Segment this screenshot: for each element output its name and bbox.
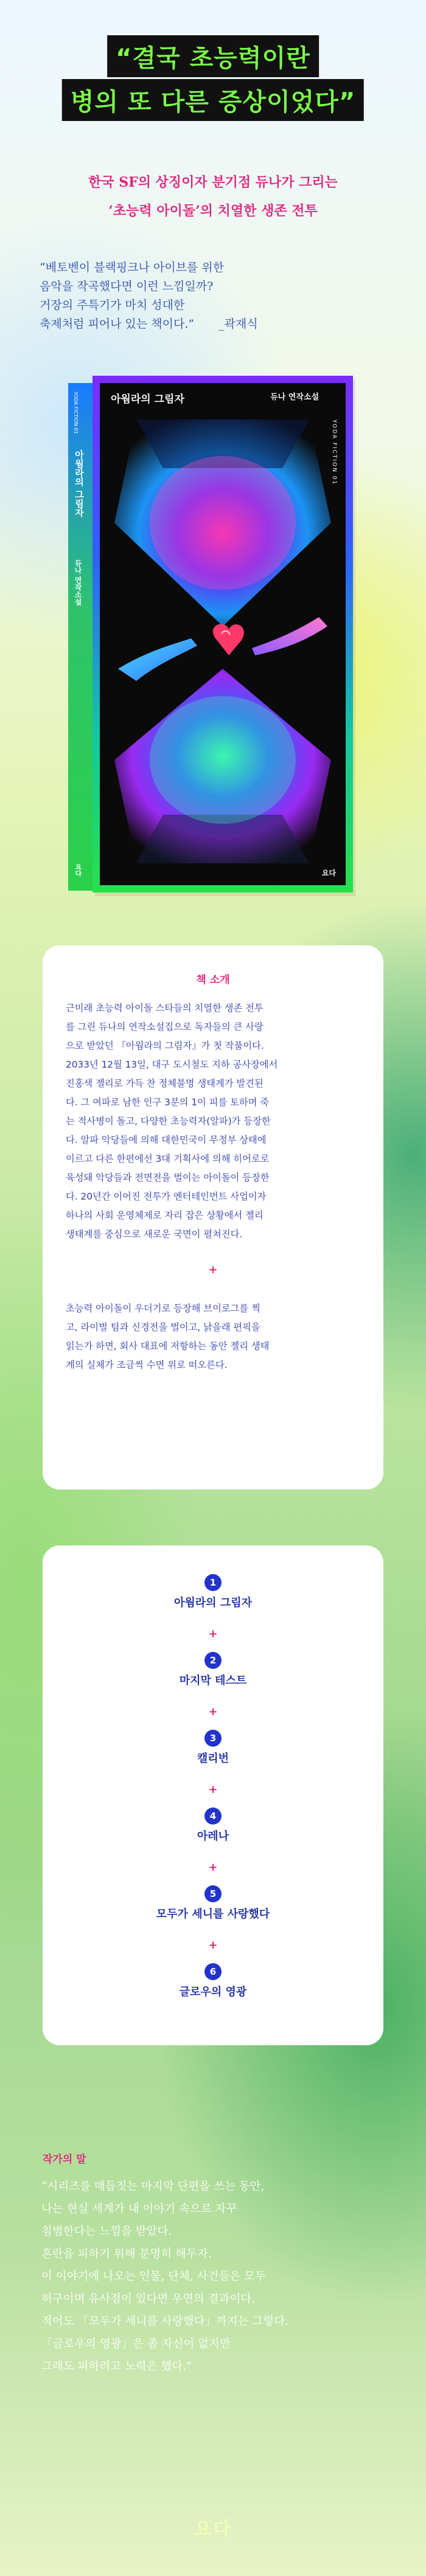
toc-separator: + bbox=[208, 1705, 218, 1718]
intro-line: 다. 20년간 이어진 전투가 엔터테인먼트 사업이자 bbox=[66, 1191, 267, 1202]
review-quote bbox=[40, 258, 399, 334]
quote-line: 음악을 작곡했다면 이런 느낌일까? bbox=[40, 280, 214, 293]
book-intro-card bbox=[43, 945, 383, 1490]
toc-item-title: 캘리번 bbox=[197, 1752, 229, 1765]
spine-series: YODA FICTION 01 bbox=[73, 392, 79, 434]
book-cover bbox=[93, 376, 353, 893]
toc-number-badge: 6 bbox=[204, 1963, 222, 1980]
quote-line: “베토벤이 블랙핑크나 아이브를 위한 bbox=[40, 261, 225, 274]
intro-line: 읽는가 하면, 회사 대표에 저항하는 동안 젤리 생태 bbox=[66, 1341, 270, 1352]
intro-line: 이르고 다른 한편에선 3대 기획사에 의해 히어로로 bbox=[66, 1153, 270, 1164]
toc-item-title: 글로우의 영광 bbox=[179, 1986, 247, 1998]
book-title: 아웜라의 그림자 bbox=[111, 393, 184, 406]
toc-number-badge: 1 bbox=[204, 1574, 222, 1591]
intro-line: 고, 라이벌 팀과 신경전을 벌이고, 낡을래 편픽을 bbox=[66, 1322, 260, 1333]
quote-line-text: 축제처럼 피어나 있는 책이다.” bbox=[40, 317, 195, 331]
spine-title: 아웜라의 그림자 bbox=[74, 450, 85, 517]
toc-item-title: 아웜라의 그림자 bbox=[174, 1597, 252, 1609]
author-note-line: 「글로우의 영광」은 좀 자신이 없지만 bbox=[41, 2338, 231, 2350]
book-series: YODA FICTION 01 bbox=[331, 420, 337, 486]
intro-line: 를 그린 듀나의 연작소설집으로 독자들의 큰 사랑 bbox=[66, 1021, 264, 1032]
quote-line bbox=[40, 315, 399, 334]
book-publisher: 요다 bbox=[321, 869, 336, 877]
author-note-line: “시리즈를 매듭짓는 마지막 단편을 쓰는 동안, bbox=[41, 2180, 265, 2193]
author-note-text bbox=[41, 2175, 288, 2378]
intro-line: 초능력 아이돌이 우더기로 등장해 브이로그를 찍 bbox=[66, 1303, 260, 1314]
subheadline-line-1: 한국 SF의 상징이자 분기점 듀나가 그리는 bbox=[88, 174, 338, 190]
intro-line: 생태계를 중심으로 새로운 국면이 펼쳐진다. bbox=[66, 1229, 243, 1240]
toc-item-title: 마지막 테스트 bbox=[179, 1674, 247, 1687]
book-author: 듀나 연작소설 bbox=[270, 393, 319, 402]
intro-line: 하나의 사회 운영체제로 자리 잡은 상황에서 젤리 bbox=[66, 1210, 264, 1221]
intro-paragraph-1 bbox=[66, 999, 360, 1244]
toc-number-badge: 5 bbox=[204, 1885, 222, 1902]
spine-author: 듀나 연작소설 bbox=[74, 559, 82, 606]
intro-title: 책 소개 bbox=[196, 974, 230, 986]
toc-separator: + bbox=[208, 1939, 218, 1952]
author-note-line: 혼란을 피하기 위해 분명히 해두자. bbox=[41, 2248, 212, 2260]
author-note-line: 이 이야기에 나오는 인물, 단체, 사건들은 모두 bbox=[41, 2270, 266, 2283]
author-note-line: 침범한다는 느낌을 받았다. bbox=[41, 2225, 172, 2238]
intro-line: 육성돼 악당들과 전면전을 벌이는 아이돌이 등장한 bbox=[66, 1172, 270, 1183]
table-of-contents-card bbox=[43, 1545, 383, 2045]
author-note-line: 허구이며 유사점이 있다면 우연의 결과이다. bbox=[41, 2293, 256, 2305]
book-spine bbox=[68, 383, 94, 891]
intro-line: 으로 받았던 『아웜라의 그림자』가 첫 작품이다. bbox=[66, 1040, 264, 1051]
headline-line-2: 병의 또 다른 증상이었다” bbox=[62, 79, 364, 121]
quote-line: 거장의 주특기가 마치 성대한 bbox=[40, 299, 185, 312]
intro-line: 다. 알파 악당들에 의해 대한민국이 무정부 상태에 bbox=[66, 1134, 267, 1145]
spine-publisher: 요다 bbox=[74, 863, 82, 877]
toc-separator: + bbox=[208, 1783, 218, 1796]
author-note-line: 적어도 「모두가 세니를 사랑했다」까지는 그렇다. bbox=[41, 2315, 288, 2328]
intro-line: 2033년 12월 13일, 대구 도시철도 지하 공사장에서 bbox=[66, 1059, 278, 1070]
intro-line: 다. 그 여파로 남한 인구 3분의 1이 피를 토하며 죽 bbox=[66, 1097, 270, 1108]
book-cover-art bbox=[100, 383, 346, 885]
toc-item-title: 아레나 bbox=[197, 1830, 229, 1843]
intro-paragraph-2 bbox=[66, 1299, 360, 1375]
author-note-line: 그래도 피하려고 노력은 했다.” bbox=[41, 2360, 192, 2373]
intro-line: 계의 실체가 조금씩 수면 위로 떠오른다. bbox=[66, 1359, 228, 1370]
intro-line: 근미래 초능력 아이돌 스타들의 치열한 생존 전투 bbox=[66, 1003, 264, 1013]
headline-line-1: “결국 초능력이란 bbox=[107, 35, 319, 77]
toc-item-title: 모두가 세니를 사랑했다 bbox=[156, 1908, 270, 1921]
toc-number-badge: 3 bbox=[204, 1730, 222, 1747]
toc-number-badge: 4 bbox=[204, 1808, 222, 1825]
intro-line: 는 적사병이 돌고, 다양한 초능력자(알파)가 등장한 bbox=[66, 1116, 271, 1127]
intro-separator: + bbox=[208, 1263, 218, 1276]
author-note-line: 나는 현실 세계가 내 이야기 속으로 자꾸 bbox=[41, 2203, 237, 2215]
author-note-title: 작가의 말 bbox=[43, 2153, 86, 2166]
toc-number-badge: 2 bbox=[204, 1652, 222, 1669]
publisher-logo: 요다 bbox=[194, 2519, 232, 2540]
intro-line: 진홍색 젤리로 가득 찬 정체불명 생태계가 발견된 bbox=[66, 1078, 264, 1089]
toc-separator: + bbox=[208, 1628, 218, 1640]
toc-separator: + bbox=[208, 1861, 218, 1874]
subheadline-line-2: ‘초능력 아이돌’의 치열한 생존 전투 bbox=[108, 203, 318, 219]
quote-author: _곽재식 bbox=[218, 317, 258, 331]
cover-illustration bbox=[100, 383, 346, 885]
